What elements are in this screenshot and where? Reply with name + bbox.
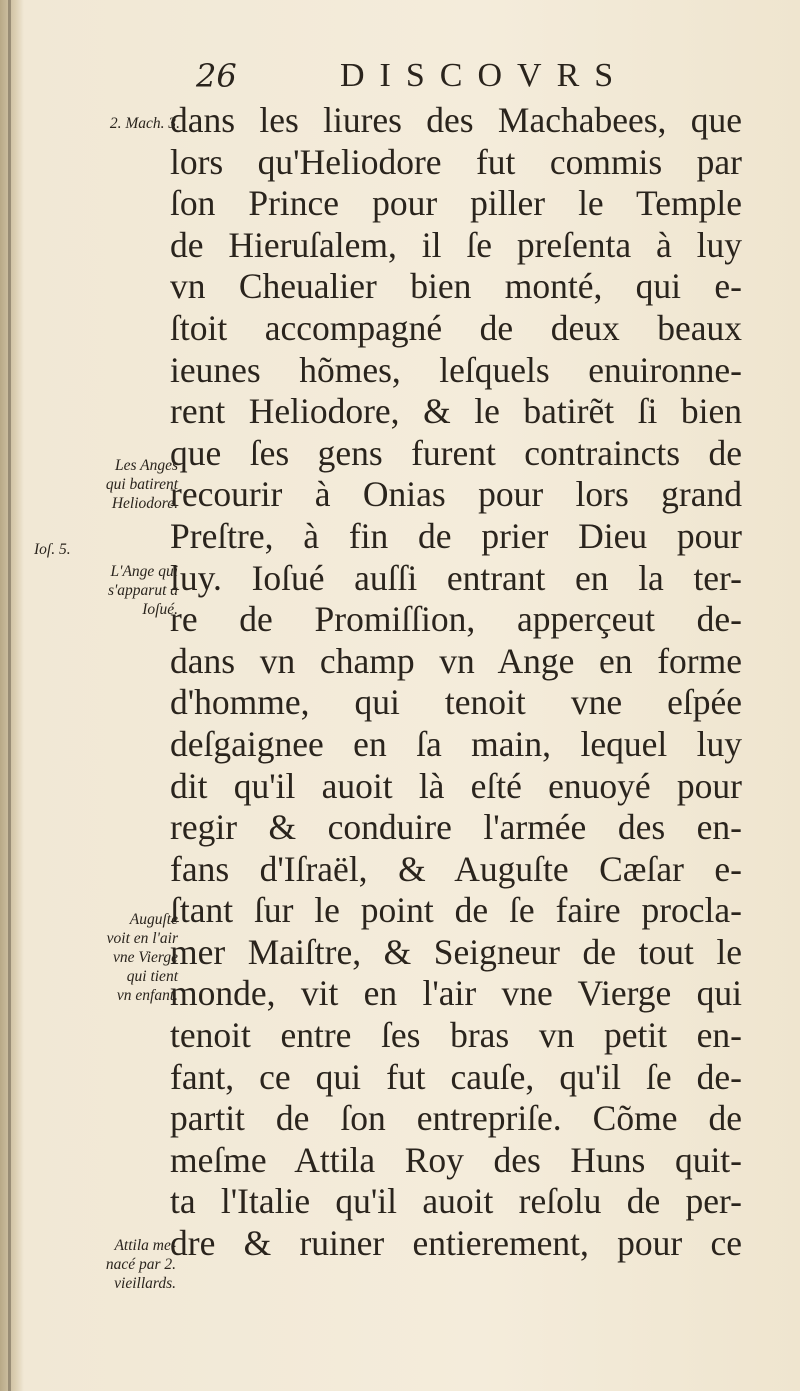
- text-line: ſtant ſur le point de ſe faire procla-: [170, 890, 742, 931]
- text-line: lors qu'Heliodore fut commis par: [170, 141, 742, 182]
- margin-note-iosue-ref: [30, 540, 178, 559]
- text-line: re de Promiſſion, apperçeut de-: [170, 599, 742, 640]
- margin-note-line: qui tient: [126, 968, 178, 985]
- text-line: fans d'Iſraël, & Auguſte Cæſar e-: [170, 848, 742, 889]
- text-line: de Hieruſalem, il ſe preſenta à luy: [170, 224, 742, 265]
- margin-note-line: Ioſué.: [142, 601, 178, 618]
- page-header: [196, 52, 756, 102]
- margin-note-line: L'Ange qui: [110, 563, 178, 580]
- margin-note-line: vn enfant.: [116, 987, 178, 1004]
- margin-note-attila: [30, 1236, 176, 1293]
- margin-note-line: nacé par 2.: [105, 1256, 176, 1273]
- text-line: regir & conduire l'armée des en-: [170, 807, 742, 848]
- margin-note-line: Ioſ. 5.: [34, 541, 71, 558]
- text-line: recourir à Onias pour lors grand: [170, 474, 742, 515]
- text-line: ſon Prince pour piller le Temple: [170, 183, 742, 224]
- text-line: ta l'Italie qu'il auoit reſolu de per-: [170, 1181, 742, 1222]
- margin-note-machabees: [30, 114, 180, 133]
- binding-edge: [8, 0, 11, 1391]
- running-title: DISCOVRS: [340, 57, 629, 94]
- text-line: Preſtre, à fin de prier Dieu pour: [170, 515, 742, 556]
- text-line: ſtoit accompagné de deux beaux: [170, 307, 742, 348]
- text-line: dre & ruiner entierement, pour ce: [170, 1223, 742, 1264]
- text-line: mer Maiſtre, & Seigneur de tout le: [170, 931, 742, 972]
- text-line: tenoit entre ſes bras vn petit en-: [170, 1015, 742, 1056]
- text-line: rent Heliodore, & le batirẽt ſi bien: [170, 391, 742, 432]
- margin-note-line: Attila me-: [114, 1237, 176, 1254]
- text-line: deſgaignee en ſa main, lequel luy: [170, 723, 742, 764]
- margin-note-auguste: [30, 910, 178, 1005]
- margin-note-line: Heliodore.: [111, 495, 178, 512]
- margin-note-line: voit en l'air: [106, 930, 178, 947]
- text-line: dans les liures des Machabees, que: [170, 100, 742, 140]
- margin-note-line: 2. Mach. 3.: [109, 115, 180, 132]
- text-line: dans vn champ vn Ange en forme: [170, 640, 742, 681]
- margin-note-anges: [30, 456, 178, 513]
- text-line: partit de ſon entrepriſe. Cõme de: [170, 1098, 742, 1139]
- text-line: que ſes gens furent contraincts de: [170, 432, 742, 473]
- margin-note-line: vne Vierge: [113, 949, 178, 966]
- margin-note-ange-iosue: [30, 562, 178, 619]
- margin-note-line: qui batirent: [105, 476, 178, 493]
- margin-note-line: Auguſte: [129, 911, 178, 928]
- binding-shadow: [0, 0, 24, 1391]
- page-number: 26: [196, 57, 237, 95]
- text-line: dit qu'il auoit là eſté enuoyé pour: [170, 765, 742, 806]
- main-text-block: [170, 100, 742, 1265]
- text-line: luy. Ioſué auſſi entrant en la ter-: [170, 557, 742, 598]
- text-line: meſme Attila Roy des Huns quit-: [170, 1139, 742, 1180]
- text-line: monde, vit en l'air vne Vierge qui: [170, 973, 742, 1014]
- margin-note-line: Les Anges: [114, 457, 178, 474]
- margin-note-line: s'apparut à: [107, 582, 178, 599]
- text-line: vn Cheualier bien monté, qui e-: [170, 266, 742, 307]
- text-line: fant, ce qui fut cauſe, qu'il ſe de-: [170, 1056, 742, 1097]
- margin-note-line: vieillards.: [114, 1275, 176, 1292]
- text-line: ieunes hõmes, leſquels enuironne-: [170, 349, 742, 390]
- text-line: d'homme, qui tenoit vne eſpée: [170, 682, 742, 723]
